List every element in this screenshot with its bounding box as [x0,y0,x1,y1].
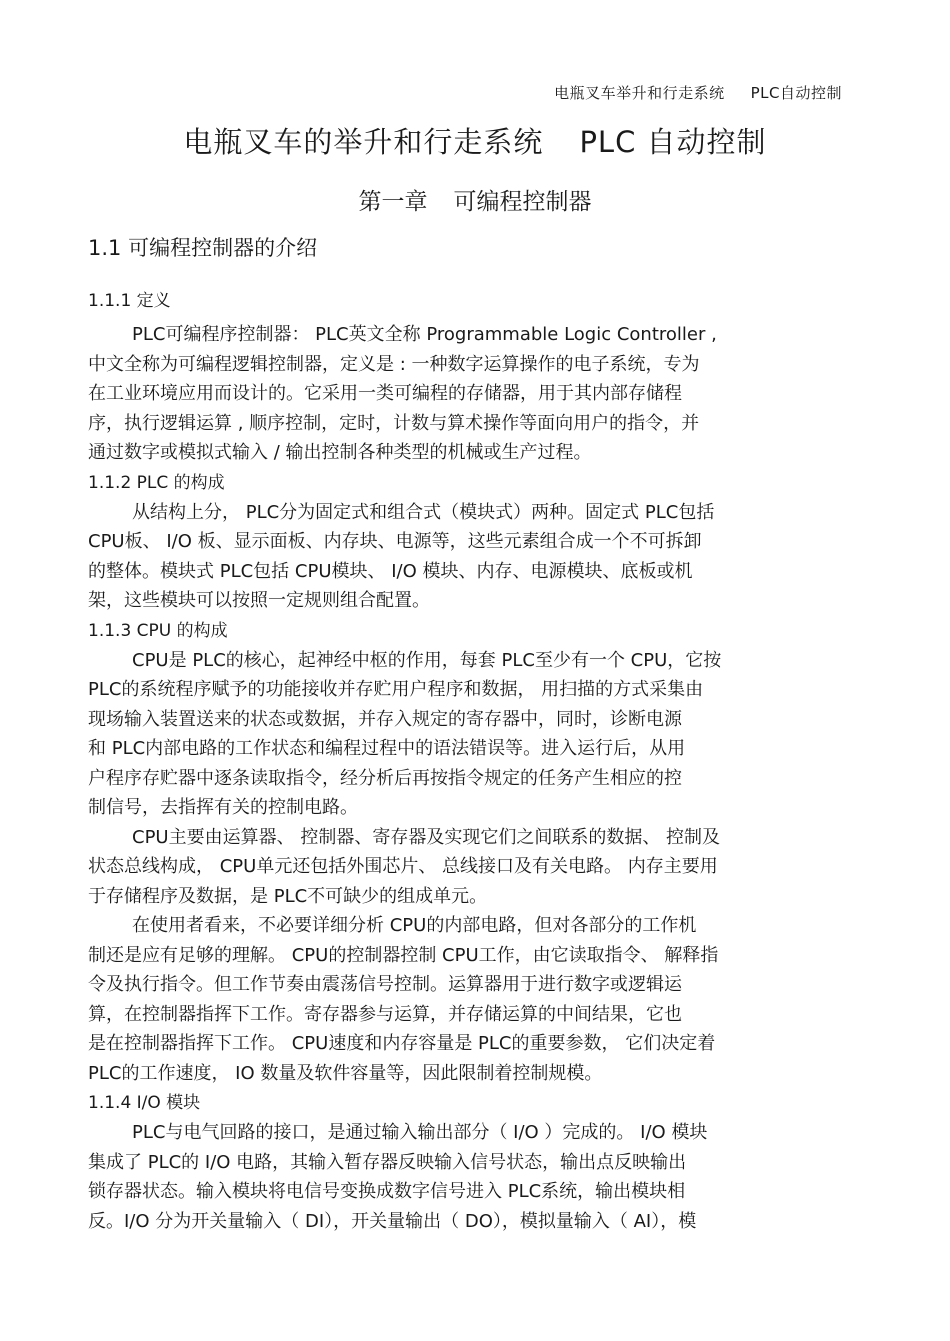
text-line: 中文全称为可编程逻辑控制器，定义是 : 一种数字运算操作的电子系统，专为 [88,353,700,375]
text-line: PLC的工作速度， IO 数量及软件容量等，因此限制着控制规模。 [88,1062,603,1084]
text-line: 制信号，去指挥有关的控制电路。 [88,797,358,818]
paragraph [88,823,828,912]
text-line: 现场输入装置送来的状态或数据，并存入规定的寄存器中，同时，诊断电源 [88,708,682,730]
text-line: 和 PLC内部电路的工作状态和编程过程中的语法错误等。进入运行后，从用 [88,738,686,759]
text-line: 架，这些模块可以按照一定规则组合配置。 [88,590,430,611]
document-title-sub: PLC 自动控制 [579,125,767,159]
text-line: 锁存器状态。输入模块将电信号变换成数字信号进入 PLC系统，输出模块相 [88,1181,686,1202]
subsection-heading: 1.1.2 PLC 的构成 [88,472,225,493]
document-title [0,120,950,161]
chapter-number: 第一章 [358,189,428,215]
paragraph [88,498,828,616]
text-line: CPU主要由运算器、 控制器、寄存器及实现它们之间联系的数据、 控制及 [132,826,721,848]
text-line: PLC的系统程序赋予的功能接收并存贮用户程序和数据， 用扫描的方式采集由 [88,679,704,700]
text-line: 算，在控制器指挥下工作。寄存器参与运算，并存储运算的中间结果，它也 [88,1003,682,1025]
running-header-left: 电瓶叉车举升和行走系统 [554,84,725,102]
text-line: CPU板、 I/O 板、显示面板、内存块、电源等，这些元素组合成一个不可拆卸 [88,531,702,552]
paragraph [88,320,828,468]
paragraph [88,1118,828,1236]
document-title-main: 电瓶叉车的举升和行走系统 [183,125,544,159]
chapter-heading [0,183,950,216]
text-line: 通过数字或模拟式输入 / 输出控制各种类型的机械或生产过程。 [88,442,592,463]
text-line: 状态总线构成， CPU单元还包括外围芯片、 总线接口及有关电路。 内存主要用 [88,856,718,877]
text-line: 令及执行指令。但工作节奏由震荡信号控制。运算器用于进行数字或逻辑运 [88,974,682,995]
text-line: 是在控制器指挥下工作。 CPU速度和内存容量是 PLC的重要参数， 它们决定着 [88,1033,716,1054]
text-line: 的整体。模块式 PLC包括 CPU模块、 I/O 模块、内存、电源模块、底板或机 [88,560,693,582]
text-line: 户程序存贮器中逐条读取指令，经分析后再按指令规定的任务产生相应的控 [88,767,682,789]
subsection-heading: 1.1.3 CPU 的构成 [88,620,228,641]
running-header [554,82,842,103]
subsection-heading: 1.1.4 I/O 模块 [88,1093,201,1113]
document-body [88,232,828,1236]
paragraph [88,911,828,1088]
subsection-list [88,286,828,1236]
text-line: CPU是 PLC的核心，起神经中枢的作用，每套 PLC至少有一个 CPU，它按 [132,649,722,671]
text-line: 在工业环境应用而设计的。它采用一类可编程的存储器，用于其内部存储程 [88,383,682,404]
running-header-right: PLC自动控制 [750,84,842,102]
text-line: 于存储程序及数据，是 PLC不可缺少的组成单元。 [88,885,488,907]
text-line: 在使用者看来，不必要详细分析 CPU的内部电路，但对各部分的工作机 [132,915,697,936]
subsection-heading: 1.1.1 定义 [88,291,171,311]
text-line: 从结构上分， PLC分为固定式和组合式（模块式）两种。固定式 PLC包括 [132,501,715,523]
text-line: 集成了 PLC的 I/O 电路，其输入暂存器反映输入信号状态，输出点反映输出 [88,1151,687,1173]
text-line: 反。I/O 分为开关量输入（ DI），开关量输出（ DO），模拟量输入（ AI），模 [88,1210,697,1232]
section-heading: 1.1 可编程控制器的介绍 [88,236,318,260]
text-line: 序，执行逻辑运算 , 顺序控制，定时，计数与算术操作等面向用户的指令，并 [88,412,700,434]
paragraph [88,646,828,823]
text-line: PLC可编程序控制器： PLC英文全称 Programmable Logic Controller , [132,324,717,345]
chapter-name: 可编程控制器 [453,189,592,215]
text-line: 制还是应有足够的理解。 CPU的控制器控制 CPU工作，由它读取指令、 解释指 [88,944,719,966]
text-line: PLC与电气回路的接口，是通过输入输出部分（ I/O ）完成的。 I/O 模块 [132,1122,708,1143]
